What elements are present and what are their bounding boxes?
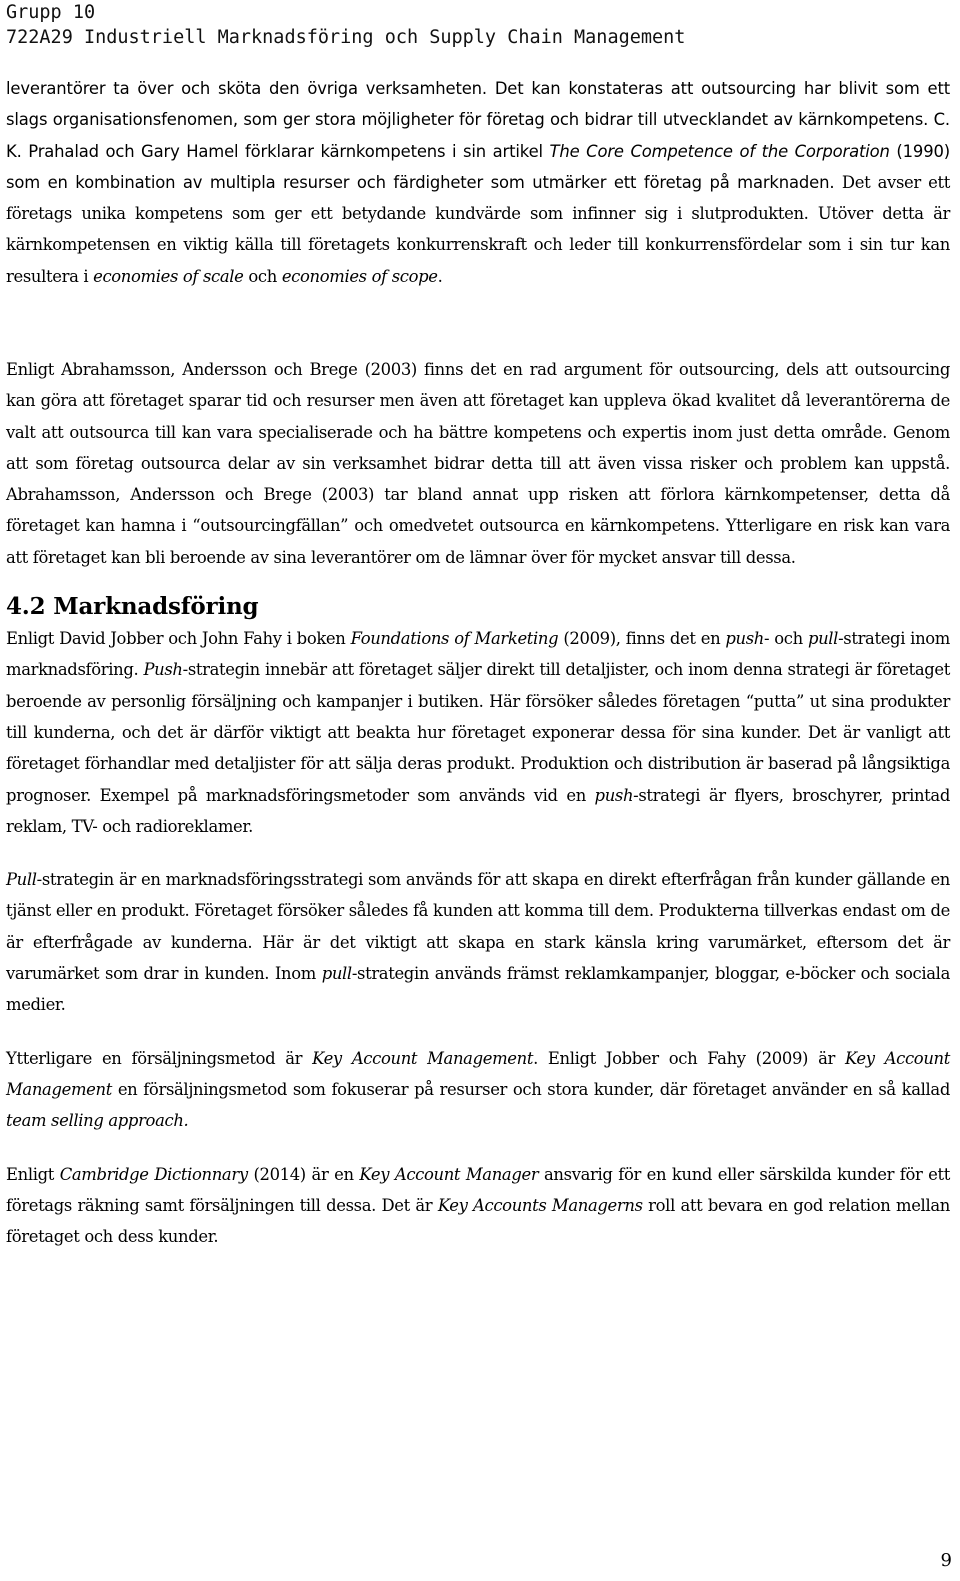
term-economies-of-scale: economies of scale <box>93 266 244 286</box>
article-title: The Core Competence of the Corporation <box>549 141 890 161</box>
paragraph-pull-strategy: Pull-strategin är en marknadsföringsstrategi som används för att skapa en direkt efterfrågan från kunder gällande en tjänst eller en produkt. Företaget försöker således få kunden att komma till dem. Produkterna tillverkas endast om de är efterfrågade av kunderna. Här är det viktigt att skapa en stark känsla kring varumärket, eftersom det är varumärket som drar in kunden. Inom pull-strategin används främst reklamkampanjer, bloggar, e-böcker och sociala medier. <box>6 870 951 1015</box>
body-main <box>6 354 950 1252</box>
header-group: Grupp 10 <box>6 2 96 23</box>
header-course: 722A29 Industriell Marknadsföring och Supply Chain Management <box>6 27 686 48</box>
paragraph-key-account-manager: Enligt Cambridge Dictionnary (2014) är en Key Account Manager ansvarig för en kund eller särskilda kunder för ett företags räkning samt försäljningen till dessa. Det är Key Accounts Managerns roll att bevara en god relation mellan företaget och dess kunder. <box>6 1164 950 1247</box>
body-top <box>6 73 950 292</box>
page-number: 9 <box>940 1550 952 1571</box>
term-economies-of-scope: economies of scope <box>281 266 438 286</box>
page-header <box>6 0 685 50</box>
book-title: Foundations of Marketing <box>350 629 559 649</box>
paragraph-push-strategy: Enligt David Jobber och John Fahy i boken Foundations of Marketing (2009), finns det en push- och pull-strategi inom marknadsföring. Push-strategin innebär att företaget säljer direkt till detaljister, och inom denna strategi är företaget beroende av personlig försäljning och kampanjer i butiken. Här försöker således företagen “putta” ut sina produkter till kunderna, och det är därför viktigt att beakta hur företaget exponerar dessa för sina kunder. Det är vanligt att företaget förhandlar med detaljister för att sälja deras produkt. Produktion och distribution är baserad på långsiktiga prognoser. Exempel på marknadsföringsmetoder som används vid en push-strategi är flyers, broschyrer, printad reklam, TV- och radioreklamer. <box>6 629 950 836</box>
section-heading: 4.2 Marknadsföring <box>6 593 259 621</box>
paragraph-core-competence: leverantörer ta över och sköta den övriga verksamheten. Det kan konstateras att outsourcing har blivit som ett slags organisationsfenomen, som ger stora möjligheter för företag och bidrar till utvecklandet av kärnkompetens. C. K. Prahalad och Gary Hamel förklarar kärnkompetens i sin artikel The Core Competence of the Corporation (1990) som en kombination av multipla resurser och färdigheter som utmärker ett företag på marknaden. Det avser ett företags unika kompetens som ger ett betydande kundvärde som infinner sig i slutprodukten. Utöver detta är kärnkompetensen en viktig källa till företagets konkurrenskraft och leder till konkurrensfördelar som i sin tur kan resultera i economies of scale och economies of scope. <box>6 79 951 286</box>
paragraph-key-account-management: Ytterligare en försäljningsmetod är Key Account Management. Enligt Jobber och Fahy (2009) är Key Account Management en försäljningsmetod som fokuserar på resurser och stora kunder, där företaget använder en så kallad team selling approach. <box>6 1048 950 1131</box>
paragraph-outsourcing-arguments: Enligt Abrahamsson, Andersson och Brege (2003) finns det en rad argument för outsourcing, dels att outsourcing kan göra att företaget sparar tid och resurser men även att företaget kan uppleva ökad kvalitet då leverantörerna de valt att outsourca till kan vara specialiserade och ha bättre kompetens och expertis inom just detta område. Genom att som företag outsourca delar av sin verksamhet bidrar detta till att även vissa risker och problem kan uppstå. Abrahamsson, Andersson och Brege (2003) tar bland annat upp risken att förlora kärnkompetenser, detta då företaget kan hamna i “outsourcingfällan” och omedvetet outsourca en kärnkompetens. Ytterligare en risk kan vara att företaget kan bli beroende av sina leverantörer om de lämnar över för mycket ansvar till dessa. <box>6 360 950 567</box>
